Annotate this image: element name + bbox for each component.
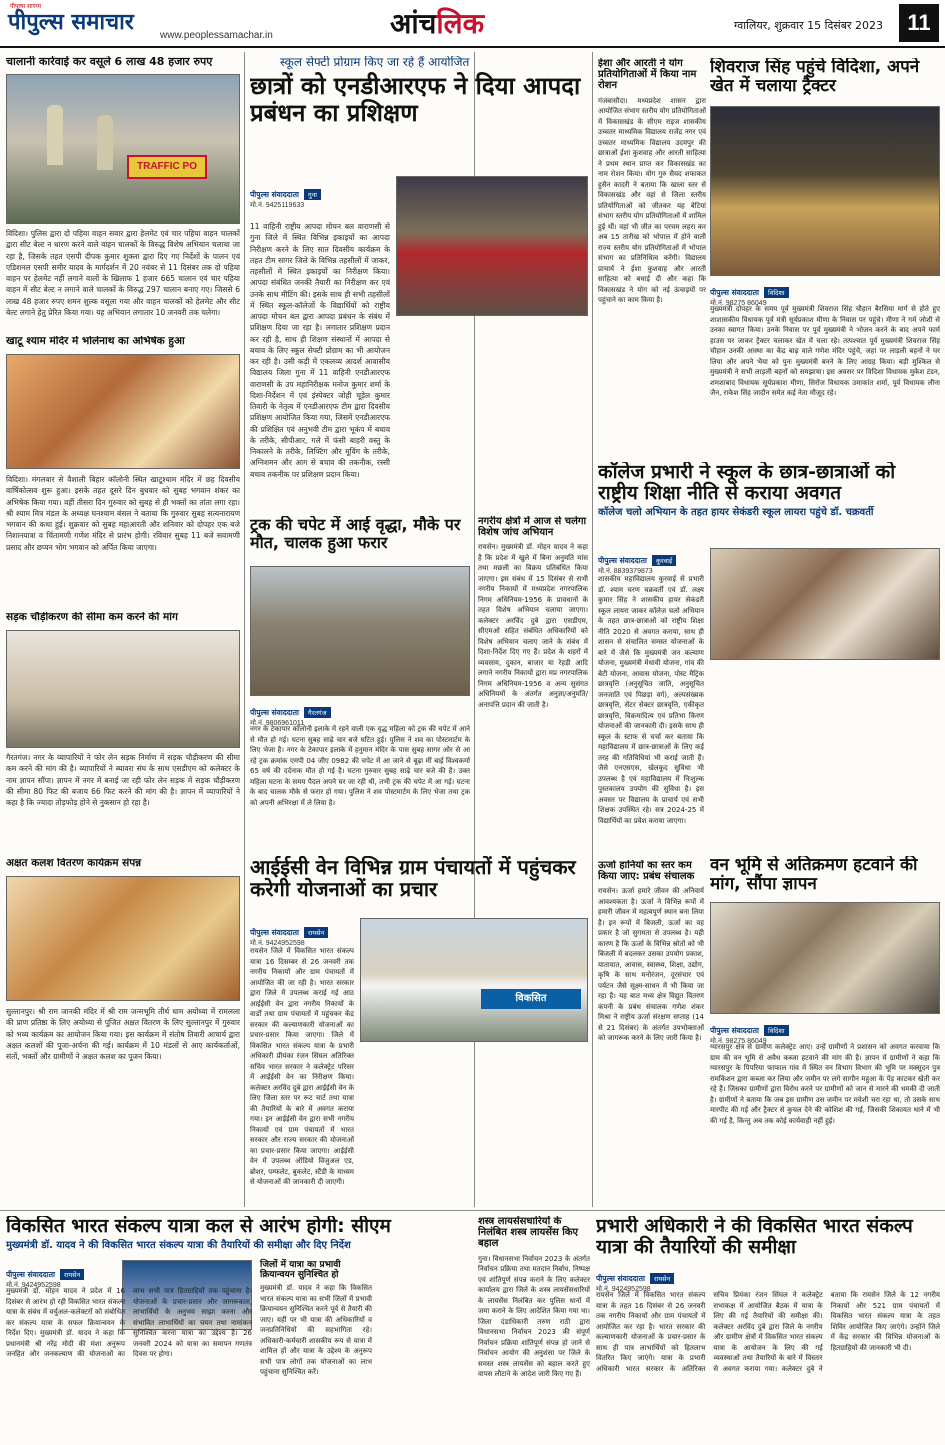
rally-photo bbox=[710, 106, 940, 276]
sidebar-box bbox=[260, 1260, 372, 1378]
article-body: 11 वाहिनी राष्ट्रीय आपदा मोचन बल वाराणसी से गुना जिले में स्थित विभिन्न इकाइयों का आपदा निरीक्षण करने के लिए सात दिवसीय कार्यक्रम के तहत टीम सागर जिले के विभिन्न तहसीलों में जाकर, तहसीलों में स्थित इकाइयों का निरीक्षण किया। आपदा संबंधित जनकी तैयारी का निरीक्षण कर एवं उनके साथ मीटिंग की। इसके साथ ही सभी तहसीलों में स्थित स्कूल-कॉलेजों के विद्यार्थियों को राष्ट्रीय आपदा मोचन बल द्वारा आपदा प्रबंधन के संबंध में प्रशिक्षण दिया जा रहा है। लगातार प्रशिक्षण प्रदान कर रही है, साथ ही शिक्षण संस्थानों में आपदा से बचाव के लिए स्कूल सेफ्टी प्रोग्राम का भी आयोजन कर रही है। उसी कड़ी में एकलव्य आदर्श आवासीय विद्यालय जिला गुना में 11 वाहिनी एनडीआरएफ वाराणसी के उप महानिरीक्षक मनोज कुमार शर्मा के दिशा-निर्देशन में एवं इंस्पेक्टर जोही चूड़ेल कुमार तिवारी के नेतृत्व में एनडीआरएफ टीम द्वारा दिवसीय प्रशिक्षण आयोजित किया गया, जिसमें एनडीआरएफ की प्रशिक्षित एवं अनुभवी टीम द्वारा भूकंप में बचाव के तरीके, सीपीआर, गले में फंसी बाहरी वस्तु के निकालने के तरीके, लिफ्टिंग और मूविंग के तरीके, अग्निशमन और आग से बचाव की तकनीक, रस्सी बचाव तकनीक पर प्रशिक्षण प्रदान किया। bbox=[250, 222, 390, 479]
dateline-place: रायसेन bbox=[650, 1273, 674, 1284]
dateline-place: गैरतगंज bbox=[304, 707, 331, 718]
article-akshat-kalash bbox=[6, 858, 240, 1208]
article-shivraj-tractor bbox=[710, 58, 940, 456]
traffic-barrier-sign: TRAFFIC PO bbox=[127, 155, 207, 179]
article-body: ग्यारसपुर क्षेत्र से ग्रामीण कलेक्ट्रेट आए। उन्हें ग्रामीणों ने प्रशासन को अवगत करवाया कि ग्राम की वन भूमि से अवैध कब्जा हटवाने की मांग की है। ज्ञापन में ग्रामीणों ने कहा कि ग्यारसपुर के पिपरिया फाफाल गांव में स्थित वन विभाग विभाग की भूमि पर मक्सूदन पुत्र रामकिशन द्वारा कब्जा कर लिया और जमीन पर लगे सागौन महुआ के पेड़ काटकर खेती कर रहे हैं। जिसका ग्रामीणों द्वारा विरोध करने पर ग्रामीणों को जान से मारने की धमकी दी जाती है। ग्रामीणों ने बताया कि जब इस ग्रामीण उस जमीन पर मवेशी चरा रहा था, तो उसके साथ मारपीट की गई और ट्रैक्टर से कुचल देने की कोशिश की गई, जिसकी शिकायत थाने में भी की गई है, किन्तु अब तक कोई कार्यवाही नहीं हुई। bbox=[710, 1043, 940, 1125]
article-body: विदिशा। मंगलवार से वैशाली बिहार कॉलोनी स्थित खाटूश्याम मंदिर में छह दिवसीय वार्षिकोत्सव शुरू हुआ। इसके तहत दूसरे दिन बुधवार को सुबह भगवान शंकर का अभिषेक किया गया। वहीं तीसरा दिन गुरुवार को सुबह से ही भक्तों का तांता लगा रहा। श्री श्याम मित्र मंडल के अध्यक्ष घनश्याम बंसल ने बताया कि गुरुवार सुबह सत्यनारायण भगवान की कथा हुई। शुक्रवार को सुबह महाआरती और शनिवार को दोपहर एक बजे निशानयात्रा व चिंतामणी गणेश मंदिर से प्रारंभ होगी। रविवार सुबह 11 बजे सवामणी प्रसाद और छप्पन भोग भगवान को अर्पित किया जाएगा। bbox=[6, 475, 240, 552]
article-forest-encroachment bbox=[710, 856, 940, 1208]
headline: प्रभारी अधिकारी ने की विकसित भारत संकल्प यात्रा की तैयारियों की समीक्षा bbox=[596, 1216, 913, 1259]
section-title-main: आंच bbox=[390, 7, 437, 40]
dateline-place: रायसेन bbox=[60, 1269, 84, 1280]
headline: ऊर्जा हानियों का स्तर कम किया जाए: प्रबंध संचालक bbox=[598, 860, 695, 883]
dateline-place: कुरवाई bbox=[652, 555, 676, 566]
temple-photo bbox=[6, 354, 240, 469]
dateline-place: विदिशा bbox=[764, 287, 789, 298]
iec-van-photo bbox=[360, 918, 588, 1042]
reporter-mobile: मो.नं. 9424952598 bbox=[250, 940, 305, 947]
article-body: रायसेन। ऊर्जा हमारे जीवन की अनिवार्य आवश्यकता है। ऊर्जा ने विभिन्न रूपों में हमारी जीवन में महत्वपूर्ण स्थान बना लिया है। इन रूपों में बिजली, ऊर्जा का वह प्रकार है जो सुगमता से उपलब्ध है। यही कारण है कि ऊर्जा के विभिन्न स्रोतों को भी बिजली में बदलकर उसका उपयोग प्रकाश, यातायात, आवास, स्वास्थ्य, शिक्षा, उद्योग, कृषि के साथ मनोरंजन, दूरसंचार एवं पर्यटन जैसे सूक्ष्म-साधन में भी किया जा रहा है। यह बात मध्य क्षेत्र विद्युत वितरण कंपनी के प्रबंध संचालक गणेश शंकर मिश्रा ने राष्ट्रीय ऊर्जा संरक्षण सप्ताह (14 से 21 दिसंबर) के अंतर्गत उपभोक्ताओं को जागरूक करने के लिए जारी किया है। bbox=[598, 887, 704, 1043]
headline: ट्रक की चपेट में आई वृद्धा, मौके पर मौत, चालक हुआ फरार bbox=[250, 516, 461, 552]
headline: अक्षत कलश वितरण कार्यक्रम संपन्न bbox=[6, 858, 142, 869]
police-figure bbox=[47, 105, 63, 165]
subhead: कॉलेज चलो अभियान के तहत हायर सेकंडरी स्कूल लायरा पहुंचे डॉ. चक्रवर्ती bbox=[598, 506, 874, 518]
article-body: विदिशा। पुलिस द्वारा दो पहिया वाहन सवार द्वारा हेलमेट एवं चार पहिया वाहन चालकों द्वारा सीट बेल्ट न धारण करने वाले वाहन चालकों के विरुद्ध विशेष अभियान चलाया जा रहा है, जिसके तहत एसपी दीपक कुमार शुक्ला द्वारा दिए गए निर्देशों के पालन एवं एडिशनल एसपी समीर यादव के मार्गदर्शन में 20 नवंबर से 11 दिसंबर तक दो पहिया वाहन पर हेलमेट नहीं लगाने वालों के खिलाफ 1 हजार 665 चालान एवं चार पहिया वाहन में सीट बेल्ट न लगाने वाले चालकों के विरुद्ध 297 चालान बनाए गए। जिससे 6 लाख 48 हजार रुपए शमन शुल्क वसूला गया और वाहन चालकों को हेलमेट और सीट बेल्ट लगाने हेतु प्रेरित किया गया। यह अभियान लगातार 10 जनवरी तक चलेगा। bbox=[6, 229, 240, 317]
logo-tagline: पीपुल्स सारथ्य bbox=[10, 3, 41, 10]
reporter-mobile: मो.नं. 9424952598 bbox=[596, 1286, 651, 1293]
byline: पीपुल्स संवाददाता bbox=[250, 190, 299, 199]
article-road-widening bbox=[6, 612, 240, 850]
article-body: रायसेन। मुख्यमंत्री डॉ. मोहन यादव ने कहा है कि प्रदेश में खुले में बिना अनुमति मांस तथा मछली का विक्रय प्रतिबंधित किया जाएगा। इस संबंध में 15 दिसंबर से सभी नगरीय निकायों में मध्यप्रदेश नगरपालिक निगम अधिनियम-1956 के प्रावधानों के तहत विशेष अभियान चलाया जाएगा। कलेक्टर अरविंद दुबे द्वारा एसडीएम, सीएमओ सहित संबंधित अधिकारियों को विशेष अभियान चलाए जाने के संबंध में दिशा-निर्देश दिए गए हैं। प्रदेश के शहरों में व्यवसाय, दुकान, बाजार या रेहड़ी आदि लगाने नगरीय निकायों द्वारा मप्र नगरपालिक निगम अधिनियम-1956 व अन्य सुसंगत अधिनियमों के अंतर्गत अनुज्ञा/अनुमति/ अनापत्ति प्रदान की जाती है। bbox=[478, 543, 588, 709]
accident-scene-photo bbox=[250, 566, 470, 696]
article-traffic-challan bbox=[6, 56, 240, 324]
column-rule bbox=[592, 52, 593, 1207]
article-body: सुल्तानपुर। श्री राम जानकी मंदिर में श्री राम जन्मभूमि तीर्थ धाम अयोध्या में रामलला की प्राण प्रतिष्ठा के लिए अयोध्या से पूजित अक्षत वितरण के लिए सुल्तानपुर में गुरुवार को भव्य कार्यक्रम का आयोजन किया गया। इस कार्यक्रम में संतोष तिवारी आचार्य द्वारा अक्षत कलशों की पूजा-अर्चना की गई। कार्यक्रम में 10 मंडलों से आए कार्यकर्ताओं, संतों, भक्तों और ग्रामीणों ने अक्षत कलश का पूजन किया। bbox=[6, 1007, 240, 1061]
page-number: 11 bbox=[899, 4, 939, 42]
byline-block bbox=[250, 182, 390, 210]
article-body: रायसेन जिले में विकसित भारत संकल्प यात्रा 16 दिसम्बर से 26 जनवरी तक नगरीय निकायों और ग्राम पंचायतों में आयोजित की जा रही है। भारत सरकार द्वारा जिले में उपलब्ध कराई गई आठ आईईसी वेन द्वारा नगरीय निकायों के वार्डों तथा ग्राम पंचायतों में पहुंचकर केंद्र सरकार की कल्याणकारी योजनाओं का प्रचार-प्रसार किया जाएगा। जिले में विकसित भारत संकल्प यात्रा के प्रभारी अधिकारी प्रीयंका रंजन सिंघल अतिरिक्त सचिव भारत सरकार ने कलेक्ट्रेट परिसर में आईईसी वेन का निरीक्षण किया। कलेक्टर अरविंद दुबे द्वारा आईईसी वेन के लिए जिला स्तर पर रूट चार्ट तथा यात्रा की तैयारियों के बारे में अवगत कराया गया। इन आईईसी वेन द्वारा सभी नगरीय निकायों एवं ग्राम पंचायतों में भारत सरकार और राज्य सरकार की योजनाओं का प्रचार-प्रसार किया जाएगा। आईईसी वेन में उपलब्ध ऑडियो विजुअल एड, ब्रोशर, पम्फलेट, बुकलेट, स्टैंडी के माध्यम से योजनाओं की जानकारी दी जाएगी। bbox=[250, 947, 354, 1186]
article-iec-van bbox=[250, 856, 588, 1208]
section-rule bbox=[0, 1210, 945, 1211]
sidebar-body: मुख्यमंत्री डॉ. यादव ने कहा कि विकसित भारत संकल्प यात्रा का सभी जिलों में प्रभावी क्रियान्वयन सुनिश्चित करने पूर्व से तैयारी की जाए। यहीं पर भी यात्रा की अधिकारियों व जनप्रतिनिधियों की सहभागिता रहे। अधिकारी-कर्मचारी शासकीय रूप से यात्रा में शामिल हों और यात्रा के उद्देश्य के अनुरूप सभी पात्र लोगों तक योजनाओं का लाभ पहुंचाना सुनिश्चित करें। bbox=[260, 1284, 372, 1377]
byline: पीपुल्स संवाददाता bbox=[710, 1026, 759, 1035]
headline: वन भूमि से अतिक्रमण हटवाने की मांग, सौंपा ज्ञापन bbox=[710, 856, 918, 895]
dateline-place: रायसेन bbox=[304, 927, 328, 938]
byline: पीपुल्स संवाददाता bbox=[6, 1270, 55, 1279]
masthead bbox=[0, 0, 945, 48]
byline: पीपुल्स संवाददाता bbox=[710, 288, 759, 297]
article-body: रायसेन जिले में विकसित भारत संकल्प यात्रा के तहत 16 दिसंबर से 26 जनवरी तक नगरीय निकायों और ग्राम पंचायतों में आयोजित कर रहा है। भारत सरकार की कल्याणकारी योजनाओं के प्रचार-प्रसार के साथ ही पात्र लाभार्थियों को हितलाभ वितरित किए जाएंगे। यात्रा के प्रभारी अधिकारी भारत सरकार के अतिरिक्त सचिव प्रियंका रंजन सिंघल ने कलेक्ट्रेट सभाकक्ष में आयोजित बैठक में यात्रा के लिए की गई तैयारियों की समीक्षा की। कलेक्टर अरविंद दुबे द्वारा जिले के नगरीय और ग्रामीण क्षेत्रों में विकसित भारत संकल्प यात्रा के आयोजन के लिए की गई व्यवस्थाओं तथा तैयारियों के बारे में विस्तार से अवगत कराया गया। कलेक्टर दुबे ने बताया कि रायसेन जिले के 12 नगरीय निकायों और 521 ग्राम पंचायतों में विकसित भारत संकल्प यात्रा के तहत शिविर आयोजित किए जाएंगे। उन्होंने जिले में केंद्र सरकार की विभिन्न योजनाओं के हितग्राहियों की जानकारी भी दी। bbox=[596, 1291, 940, 1373]
column-rule bbox=[244, 52, 245, 1207]
section-title-accent: लिक bbox=[436, 7, 485, 40]
kicker: स्कूल सेफ्टी प्रोग्राम किए जा रहे हैं आयोजित bbox=[280, 56, 470, 69]
headline: खाटू श्याम मंदिर में भोलेनाथ का अभिषेक हुआ bbox=[6, 336, 185, 347]
sidebar-headline: जिलों में यात्रा का प्रभावी क्रियान्वयन सुनिश्चित हो bbox=[260, 1260, 341, 1281]
article-khatu-shyam bbox=[6, 336, 240, 608]
reporter-mobile: मो.नं. 9425119633 bbox=[250, 202, 305, 209]
article-ndrf-training bbox=[250, 56, 588, 502]
headline: शिवराज सिंह पहुंचे विदिशा, अपने खेत में चलाया ट्रैक्टर bbox=[710, 58, 920, 97]
reporter-mobile: मो.नं. 98275 86049 bbox=[710, 300, 767, 307]
headline: सड़क चौड़ीकरण की सीमा कम करने की मांग bbox=[6, 612, 178, 623]
article-inspection-drive bbox=[478, 516, 588, 846]
article-body: शासकीय महाविद्यालय कुरवाई से प्रभारी डॉ. श्याम चरण चक्रवर्ती एवं डॉ. लक्ष्य कुमार सिंह ने शासकीय हायर सेकंडरी स्कूल लायरा जाकर कॉलेज चलो अभियान के तहत छात्र-छात्राओं को राष्ट्रीय शिक्षा नीति 2020 से अवगत कराया, साथ ही शासन से संचालित समस्त योजनाओं के बारे में जैसे कि मुख्यमंत्री जन कल्याण योजना, मुख्यमंत्री मेधावी योजना, गांव की बेटी योजना, आवास योजना, पोस्ट मैट्रिक छात्रवृत्ति (अनुसूचित जाति, अनुसूचित जनजाति एवं पिछड़ा वर्ग), अल्पसंख्यक छात्रवृत्ति, सेंटर सेक्टर छात्रवृत्ति, एकीकृत छात्रवृत्ति, विक्रमादित्य एवं प्रतिभा किरण योजनाओं की जानकारी दी। इसके साथ ही स्कूल के स्टाफ से चर्चा कर बताया कि महाविद्यालय में छात्र-छात्राओं के लिए कई तरह की गतिविधियां भी कराई जाती हैं। जैसे एनएसएस, खेलकूद सुविधा भी उपलब्ध है एवं महाविद्यालय में निःशुल्क पुस्तकालय उपयोग की सुविधा है। इस अवसर पर विद्यालय के प्राचार्य एवं सभी शिक्षक उपस्थित रहे। सत्र 2024-25 में विद्यार्थियों का प्रवेश कराया जाएगा। bbox=[598, 575, 704, 825]
byline: पीपुल्स संवाददाता bbox=[250, 708, 299, 717]
reporter-mobile: मो.नं. 9806961011 bbox=[250, 720, 305, 727]
headline: नगरीय क्षेत्रों में आज से चलेगा विशेष जांच अभियान bbox=[478, 516, 587, 539]
article-truck-accident bbox=[250, 516, 470, 846]
headline: विकसित भारत संकल्प यात्रा कल से आरंभ होगी: सीएम bbox=[6, 1216, 391, 1237]
police-figure bbox=[97, 115, 113, 170]
article-arms-licence bbox=[478, 1216, 590, 1440]
article-college-nep bbox=[598, 462, 940, 852]
headline: चालानी कार्रवाई कर वसूले 6 लाख 48 हजार रुपए bbox=[6, 56, 213, 68]
traffic-photo bbox=[6, 74, 240, 224]
article-body: मुख्यमंत्री दोपहर के समय पूर्व मुख्यमंत्री शिवराज सिंह चौहान बैरसिया मार्ग से होते हुए शाशासकीय विधायक पूर्व मंत्री सूर्यप्रकाश मीणा के निवास पर पहुंचे। मीणा ने गर्म जोशी से उनका स्वागत किया। उनके निवास पर पूर्व मुख्यमंत्री ने भोजन करने के बाद अपने फार्म हाउस पर जाकर ट्रैक्टर चलाकर खेत में चला रहे। तत्पश्चात पूर्व मुख्यमंत्री शिवराज सिंह चौहान उनकी आस्था का केंद्र बाढ़ वाले गणेश मंदिर पहुंचे, जहां पर लाड़ली बहनों ने घर लिया और अपने भैया को पुनः मुख्यमंत्री बनने के लिए आग्रह किया। बड़ी मुश्किल से मुख्यमंत्री ने सभी लाड़ली बहनों को समझाया। इस अवसर पर विदिशा विधायक मुकेश टंडन, शमशाबाद विधायक सूर्यप्रकाश मीणा, सिरोंज विधायक उमाकांत शर्मा, पूर्व विधायक लीना जैन, राकेश सिंह जादौन समेत कई नेता मौजूद रहे। bbox=[710, 305, 940, 397]
ndrf-training-photo bbox=[396, 176, 588, 316]
subhead: मुख्यमंत्री डॉ. यादव ने की विकसित भारत संकल्प यात्रा की तैयारियों की समीक्षा और दिए निर्देश bbox=[6, 1240, 351, 1252]
byline: पीपुल्स संवाददाता bbox=[596, 1274, 645, 1283]
reporter-mobile: मो.नं. 9424952598 bbox=[6, 1282, 61, 1289]
article-body: मुख्यमंत्री डॉ. मोहन यादव ने प्रदेश में 16 दिसंबर से आरंभ हो रही विकसित भारत संकल्प यात्रा के संबंध में वर्चुअल-कलेक्टरों को संबोधित कर संकल्प यात्रा के सफल क्रियान्वयन के निर्देश दिए। मुख्यमंत्री डॉ. यादव ने कहा कि प्रधानमंत्री श्री नरेंद्र मोदी की मंशा अनुरूप जनहित और जनकल्याण की योजनाओं का लाभ सभी पात्र हितग्राहियों तक पहुंचाना है। योजनाओं के प्रचार-प्रसार और जागरूकता, लाभार्थियों के अनुभव साझा करना और संभावित लाभार्थियों का चयन तथा नामांकन सुनिश्चित करना यात्रा का उद्देश्य है। 26 जनवरी 2024 को यात्रा का समापन गणतंत्र दिवस पर होगा। bbox=[6, 1287, 252, 1358]
headline: छात्रों को एनडीआरएफ ने दिया आपदा प्रबंधन का प्रशिक्षण bbox=[250, 72, 581, 128]
classroom-photo bbox=[710, 548, 940, 660]
website-url: www.peoplessamachar.in bbox=[160, 30, 273, 41]
edition-date: ग्वालियर, शुक्रवार 15 दिसंबर 2023 bbox=[733, 19, 883, 32]
van-banner: विकसित bbox=[481, 989, 581, 1009]
section-title bbox=[390, 4, 484, 42]
newspaper-logo: पीपुल्स समाचार bbox=[8, 10, 134, 35]
byline-block bbox=[250, 920, 328, 948]
headline: कॉलेज प्रभारी ने स्कूल के छात्र-छात्राओं को राष्ट्रीय शिक्षा नीति से कराया अवगत bbox=[598, 462, 896, 505]
reporter-mobile: मो.नं. 98275 86049 bbox=[710, 1038, 767, 1045]
article-cm-sankalp-yatra bbox=[6, 1216, 472, 1440]
ceremony-photo bbox=[6, 876, 240, 1001]
headline: ईशा और आरती ने योग प्रतियोगिताओं में किया नाम रोशन bbox=[598, 58, 697, 92]
dateline-place: विदिशा bbox=[764, 1025, 789, 1036]
memorandum-photo bbox=[710, 902, 940, 1014]
article-yoga-competition bbox=[598, 58, 706, 456]
article-body: गंजबासौदा। मध्यप्रदेश शासन द्वारा आयोजित संभाग स्तरीय योग प्रतियोगिताओं में विकासखंड के सीएम राइज शासकीय उच्चतर माध्यमिक विद्यालय राजेंद्र नगर एवं उच्चतर माध्यमिक विद्यालय उदयपुर की छात्राओं ईशा कुशवाह और आरती साहित्या ने प्रथम स्थान प्राप्त कर विकासखंड का नाम रोशन किया। योग गुरु सैयद शफाकत हुसैन कादरी ने बताया कि खाला स्तर से विकासखंड और वहां से जिला स्तरीय प्रतियोगिताओं को जीतकर यह बेटियां संभाग स्तरीय योग प्रतियोगिताओं में शामिल हुई थीं। वहां भी जीत का परचम लहरा कर अब 15 तारीख को भोपाल में होने वाली राज्य स्तरीय योग प्रतियोगिताओं में भोपाल संभाग का प्रतिनिधित्व करेंगी। विद्यालय प्राचार्य ने ईशा कुशवाह और आरती साहित्या को बधाई दी और कहा कि विकासखंड ने योग को नई ऊंचाइयों पर पहुंचाने का काम किया है। bbox=[598, 96, 706, 305]
dateline-place: गुना bbox=[304, 189, 321, 200]
article-body: गैरतगंज। नगर के व्यापारियों ने फोर लेन सड़क निर्माण में सड़क चौड़ीकरण की सीमा कम करने की मांग की है। व्यापारियों ने ब्यावरा संघ के साथ एसडीएम को कलेक्टर के नाम ज्ञापन सौंपा। ज्ञापन में नगर में बनाई जा रही फोर लेन सड़क में सड़क चौड़ीकरण की सीमा 80 फिट की बजाय 66 फिट करने की मांग की है। ज्ञापन में व्यापारियों ने कहा है कि ज्यादा तोड़फोड़ होने से नुकसान हो रहा है। bbox=[6, 753, 240, 807]
byline: पीपुल्स संवाददाता bbox=[250, 928, 299, 937]
reporter-mobile: मो.नं. 8839379873 bbox=[598, 568, 653, 575]
article-energy-loss bbox=[598, 860, 704, 1208]
byline: पीपुल्स संवाददाता bbox=[598, 556, 647, 565]
article-officer-review bbox=[596, 1216, 940, 1440]
headline: शस्त्र लायसेंसधारियों के निलंबित शस्त्र लायसेंस किए बहाल bbox=[478, 1216, 579, 1250]
article-body: गुना। विधानसभा निर्वाचन 2023 के अंतर्गत निर्वाचन प्रक्रिया तथा मतदान निर्बाध, निष्पक्ष एवं शांतिपूर्ण संपन्न कराने के लिए कलेक्टर कार्यालय द्वारा जिले के शस्त्र लायसेंसधारियों के लायसेंस निलंबित कर पुलिस थानों में जमा कराने के लिए आदेशित किया गया था। जिला दंडाधिकारी तरुण राठी द्वारा विधानसभा निर्वाचन 2023 की संपूर्ण निर्वाचन प्रक्रिया शांतिपूर्ण संपन्न हो जाने से निर्वाचन आयोग की अनुशंसा पर जिले के समस्त शस्त्र लायसेंस को बहाल करते हुए वापस लौटाने के आदेश जारी किए गए हैं। bbox=[478, 1254, 590, 1379]
byline-block bbox=[598, 548, 676, 576]
headline: आईईसी वेन विभिन्न ग्राम पंचायतों में पहुंचकर करेगी योजनाओं का प्रचार bbox=[250, 856, 576, 902]
article-body: नगर के टेकापार कॉलोनी इलाके में रहने वाली एक वृद्ध महिला को ट्रक की चपेट में आने से मौत हो गई। घटना सुबह साढ़े चार बजे घटित हुई। पुलिस ने शव का पोस्टमार्टम के लिए भेजा है। नगर के टेकापार इलाके में हनुमान मंदिर के पास सुबह सागर ओर से आ रहे ट्रक क्रमांक एमपी 04 जीए 0982 की चपेट में आ जाने से बूढ़ा मीं बाई विश्वकर्मा 65 वर्ष की दर्दनाक मौत हो गई है। घटना गुरुवार सुबह साढ़े चार बजे की है। उक्त महिला घटना के समय पैदल अपने घर जा रही थी, तभी ट्रक की चपेट में आ गई। घटना के बाद चालक मौके से फरार हो गया। पुलिस ने शव पोस्टमार्टम के लिए भेजा तथा ट्रक को अपनी अभिरक्षा में ले लिया है। bbox=[250, 725, 470, 807]
memorandum-photo bbox=[6, 630, 240, 748]
